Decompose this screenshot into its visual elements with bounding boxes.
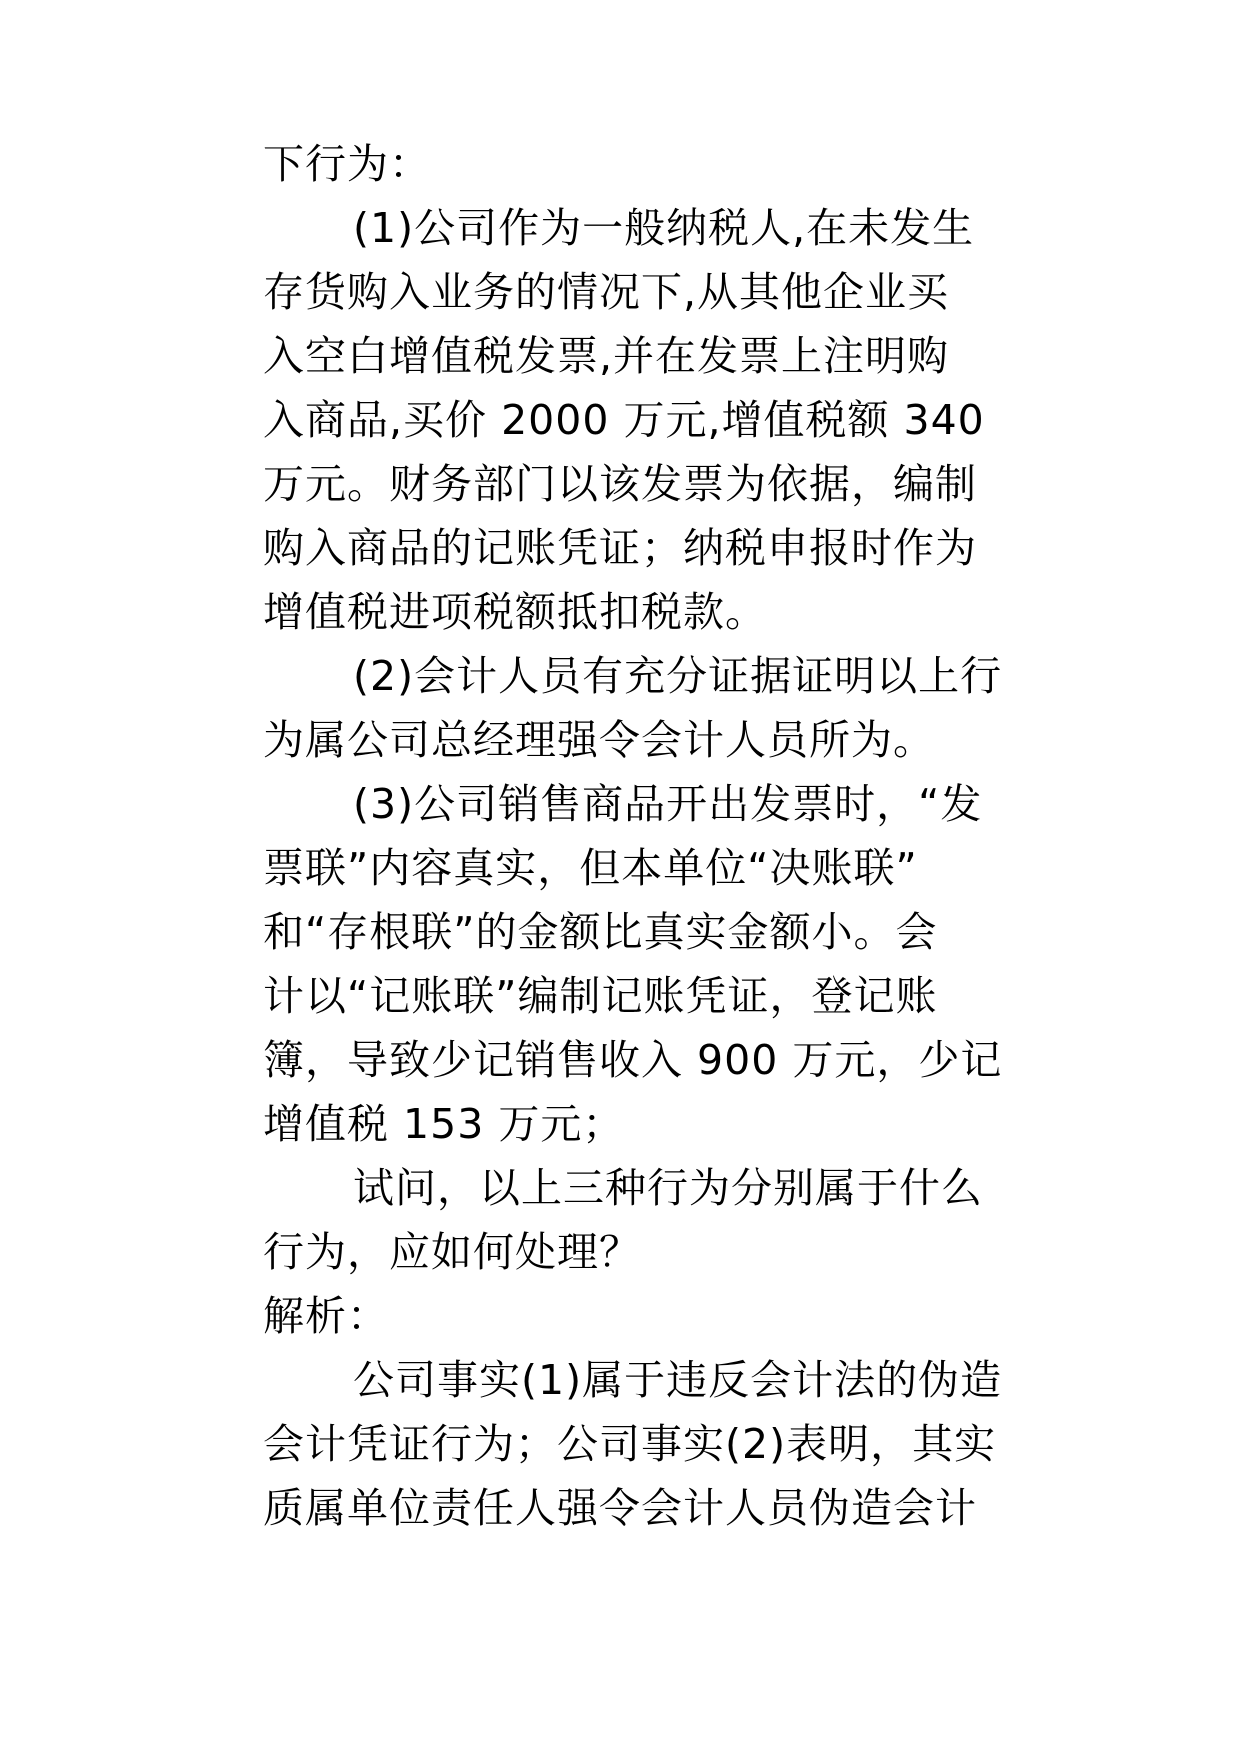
section-heading: 解析： bbox=[263, 1292, 389, 1340]
paragraph-line: (1)公司作为一般纳税人,在未发生 bbox=[353, 204, 975, 252]
text-line: 下行为： bbox=[263, 140, 431, 188]
text-line: 入空白增值税发票,并在发票上注明购 bbox=[263, 332, 950, 380]
text-line: 万元。财务部门以该发票为依据，编制 bbox=[263, 460, 977, 508]
paragraph-line: (3)公司销售商品开出发票时，“发 bbox=[353, 780, 983, 828]
text-line: 票联”内容真实，但本单位“决账联” bbox=[263, 844, 918, 892]
text-line: 为属公司总经理强令会计人员所为。 bbox=[263, 716, 935, 764]
text-line: 会计凭证行为；公司事实(2)表明，其实 bbox=[263, 1420, 997, 1468]
text-line: 行为，应如何处理？ bbox=[263, 1228, 641, 1276]
text-line: 入商品,买价 2000 万元,增值税额 340 bbox=[263, 396, 985, 444]
text-line: 簿，导致少记销售收入 900 万元，少记 bbox=[263, 1036, 1003, 1084]
paragraph-line: 试问，以上三种行为分别属于什么 bbox=[353, 1164, 983, 1212]
text-line: 质属单位责任人强令会计人员伪造会计 bbox=[263, 1484, 977, 1532]
text-line: 计以“记账联”编制记账凭证，登记账 bbox=[263, 972, 938, 1020]
text-line: 和“存根联”的金额比真实金额小。会 bbox=[263, 908, 938, 956]
paragraph-line: (2)会计人员有充分证据证明以上行 bbox=[353, 652, 1003, 700]
text-line: 增值税进项税额抵扣税款。 bbox=[263, 588, 767, 636]
text-line: 购入商品的记账凭证；纳税申报时作为 bbox=[263, 524, 977, 572]
text-line: 增值税 153 万元； bbox=[263, 1100, 625, 1148]
text-line: 存货购入业务的情况下,从其他企业买 bbox=[263, 268, 950, 316]
paragraph-line: 公司事实(1)属于违反会计法的伪造 bbox=[353, 1356, 1003, 1404]
